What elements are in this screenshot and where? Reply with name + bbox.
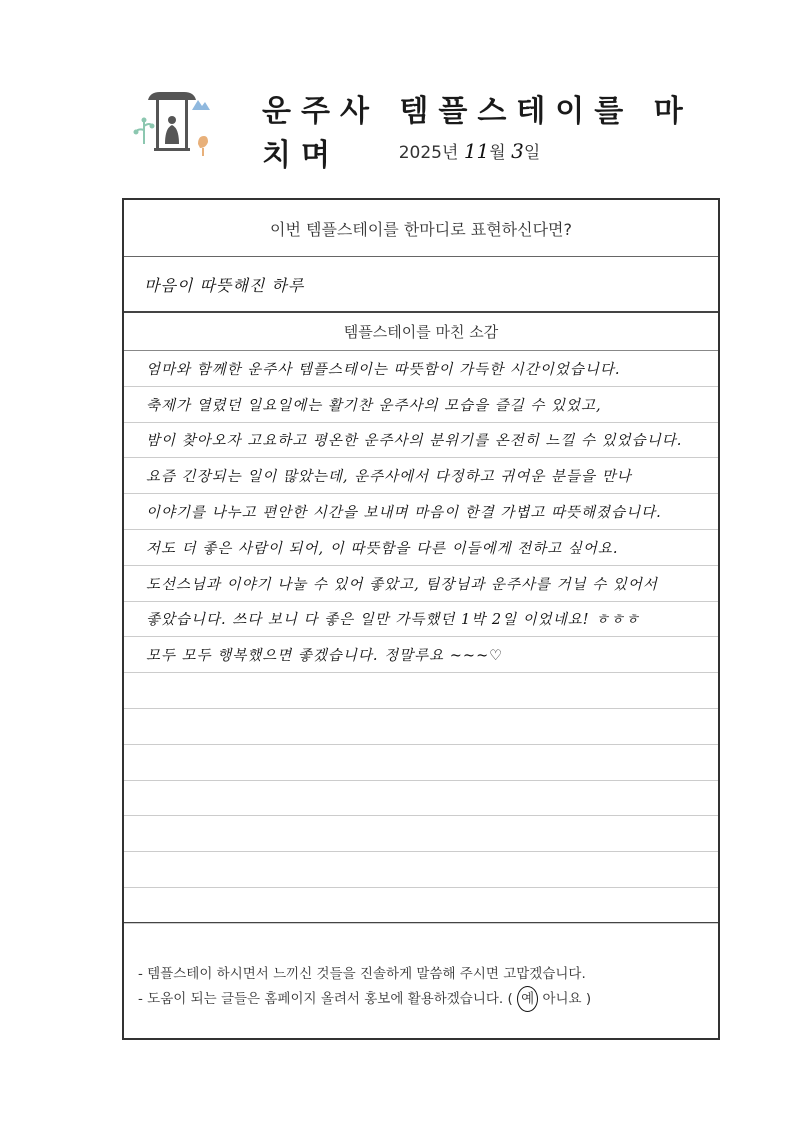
answer-one-field[interactable] (124, 257, 718, 313)
footer-note-2-text: - 도움이 되는 글들은 홈페이지 올려서 홍보에 활용하겠습니다. ( (138, 991, 513, 1007)
impression-line (124, 637, 718, 673)
date-line (0, 138, 799, 163)
impression-line (124, 458, 718, 494)
option-no[interactable]: 아니요 (542, 991, 582, 1007)
date-month: 11 (463, 139, 490, 163)
impression-line (124, 530, 718, 566)
impression-text: 이야기를 나누고 편안한 시간을 보내며 마음이 한결 가볍고 따뜻해졌습니다. (146, 505, 662, 522)
footer-note-1: - 템플스테이 하시면서 느끼신 것들을 진솔하게 말씀해 주시면 고맙겠습니다. (138, 966, 586, 982)
date-day-label: 일 (523, 143, 541, 163)
impression-line (124, 602, 718, 638)
impression-text: 좋았습니다. 쓰다 보니 다 좋은 일만 가득했던 1박 2일 이었네요! ㅎㅎㅎ (146, 612, 641, 629)
impression-text: 밤이 찾아오자 고요하고 평온한 운주사의 분위기를 온전히 느낄 수 있었습니다. (146, 433, 683, 450)
question-one-label: 이번 템플스테이를 한마디로 표현하신다면? (124, 200, 718, 257)
date-day: 3 (511, 139, 524, 163)
impression-text: 모두 모두 행복했으면 좋겠습니다. 정말루요 ~~~♡ (146, 648, 504, 665)
impression-text: 엄마와 함께한 운주사 템플스테이는 따뜻함이 가득한 시간이었습니다. (146, 361, 621, 378)
feedback-form (122, 198, 720, 1040)
impression-text: 도선스님과 이야기 나눌 수 있어 좋았고, 팀장님과 운주사를 거닐 수 있어서 (146, 576, 658, 593)
footer-note-2-close: ) (585, 991, 592, 1007)
impression-line (124, 816, 718, 852)
impression-text: 저도 더 좋은 사람이 되어, 이 따뜻함을 다른 이들에게 전하고 싶어요. (146, 540, 619, 557)
impression-line (124, 566, 718, 602)
answer-one-text: 마음이 따뜻해진 하루 (144, 275, 305, 295)
impression-line (124, 387, 718, 423)
impression-line (124, 423, 718, 459)
date-year: 2025 (398, 143, 442, 163)
page-title: 운주사 템플스테이를 마치며 (262, 94, 693, 173)
impression-line (124, 888, 718, 924)
form-footer (124, 924, 718, 1012)
impression-line (124, 351, 718, 387)
impression-text: 축제가 열렸던 일요일에는 활기찬 운주사의 모습을 즐길 수 있었고, (146, 397, 602, 414)
impression-text: 요즘 긴장되는 일이 많았는데, 운주사에서 다정하고 귀여운 분들을 만나 (146, 469, 632, 486)
impression-line (124, 673, 718, 709)
date-year-label: 년 (441, 143, 459, 163)
impression-line (124, 494, 718, 530)
impression-line (124, 709, 718, 745)
impressions-field[interactable] (124, 351, 718, 924)
question-two-label: 템플스테이를 마친 소감 (124, 313, 718, 351)
option-yes-selected[interactable]: 예 (517, 986, 538, 1012)
impression-line (124, 852, 718, 888)
date-month-label: 월 (489, 143, 506, 163)
impression-line (124, 781, 718, 817)
footer-note-2 (138, 986, 718, 1012)
impression-line (124, 745, 718, 781)
